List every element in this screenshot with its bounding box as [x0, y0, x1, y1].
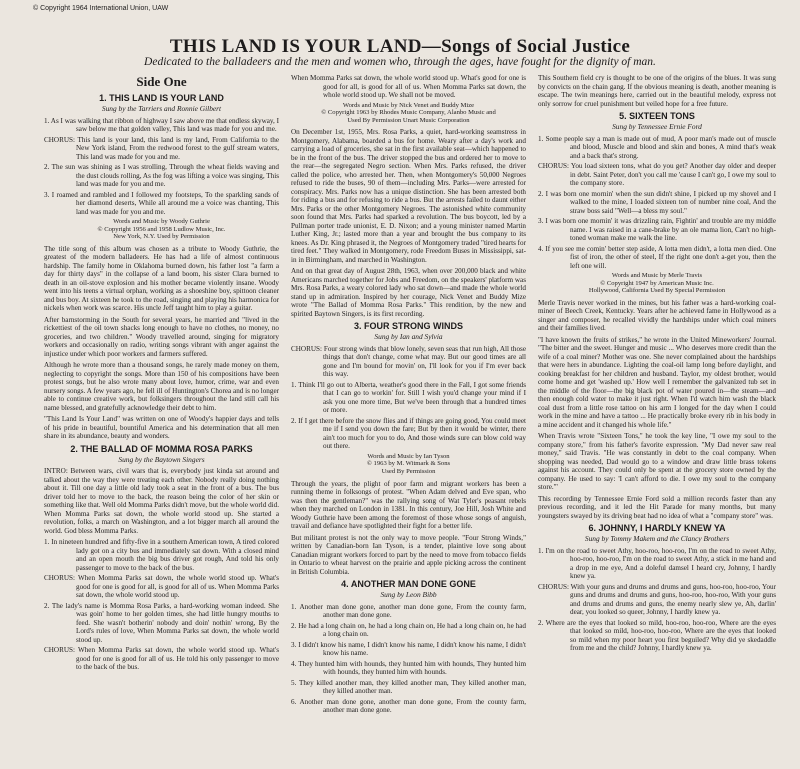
credit-line: Used By Permission	[381, 467, 436, 475]
lyric-chorus: CHORUS: Four strong winds that blow lonely, seven seas that run high, All those things that don't change, come what may. But our good times are all gone and I'm bound for movin' on, I'll look for you if I'm ever back this way.	[291, 344, 526, 379]
song-title: 6. JOHNNY, I HARDLY KNEW YA	[588, 523, 726, 534]
credit-line: Words and Music by Merle Travis	[611, 272, 703, 279]
lyric-verse: 3. I roamed and rambled and I followed my footsteps, To the sparkling sands of her diamond deserts, While all around me a voice was chanting, This land was made for you and me.	[44, 190, 279, 216]
song-performer: Sung by Tommy Makem and the Clancy Brothers	[584, 534, 730, 544]
page-title: THIS LAND IS YOUR LAND—Songs of Social Justice	[169, 36, 631, 57]
lyric-verse: 1. Think I'll go out to Alberta, weather's good there in the Fall, I got some friends that I can go to workin' for. Still I wish you'd change your mind if I ask you one more time, But we've been through that a hundred times or more.	[291, 380, 526, 415]
credit-line: Hollywood, California Used By Special Permission	[588, 287, 726, 295]
credit-line: © Copyright 1963 by Rhodes Music Company, Alanbo Music and	[321, 109, 496, 117]
lyric-verse: 2. He had a long chain on, he had a long chain on, He had a long chain on, he had a long chain on.	[291, 621, 526, 639]
song-notes: And on that great day of August 28th, 1963, when over 200,000 black and white Americans marched together for Jobs and Freedom, on the speakers' platform was Mrs. Rosa Parks, a weary colored lady who sat down—and made the whole world stand up in admiration. Inspired by her courage, Nick Venet and Buddy Mize wrote "The Ballad of Momma Rosa Parks." This rendition, by the new and spirited Baytown Singers, is its first recording.	[291, 267, 526, 318]
song-notes: Although he wrote more than a thousand songs, he rarely made money on them, neglecting to copyright the songs. More than 150 of his compositions have been protest songs, but he also wrote many about love, humor, crime, war and even nursery songs. A few years ago, he fell ill of Huntington's Chorea and is no longer able to continue creative work, but folksingers throughout the land still call his name blessed, and gratefully acknowledge their debt to him.	[44, 361, 279, 412]
credit-line: Words and Music by Woody Guthrie	[113, 218, 210, 225]
lyric-verse: 3. I was born one mornin' it was drizzling rain, Fightin' and trouble are my middle name. I was raised in a cane-brake by an ole mama lion, Can't no high-toned woman make me walk the line.	[538, 217, 776, 242]
song-notes: But militant protest is not the only way to move people. "Four Strong Winds," written by Canadian-born Ian Tyson, is a tender, plaintive love song about Canadian migrant workers forced to part by the need to move from tobacco fields in Ontario to wheat harvest on the prairie and apple picking across the continent in British Columbia.	[291, 533, 526, 576]
lyric-verse: 1. Some people say a man is made out of mud, A poor man's made out of muscle and blood, Muscle and blood and skin and bones, A mind that's weak and a back that's strong.	[538, 134, 776, 160]
song-performer: Sung by Leon Bibb	[380, 590, 437, 600]
lyric-chorus: CHORUS: This land is your land, this land is my land, From California to the New York island, From the redwood forest to the gulf stream waters, This land was made for you and me.	[44, 135, 279, 161]
song-notes: Through the years, the plight of poor farm and migrant workers has been a running theme in folksongs of protest. "When Adam delved and Eve span, who was then the gentleman?" was the rallying song of Wat Tyler's peasant rebels when they marched on London in 1381. In this century, Joe Hill, Josh White and Woody Guthrie have been among the foremost of those whose songs of anguish, travail and defiance have spotlighted their fight for a better life.	[291, 479, 526, 531]
dedication: Dedicated to the balladeers and the men and women who, through the ages, have fought for the dignity of man.	[144, 56, 656, 68]
credit-line: © Copyright 1956 and 1958 Ludlow Music, Inc.	[97, 225, 226, 233]
song-performer: Sung by the Tarriers and Ronnie Gilbert	[101, 104, 222, 113]
song-notes: The title song of this album was chosen as a tribute to Woody Guthrie, the greatest of the modern balladeers. He has had a life of almost continuous hardship. The family home in Oklahoma burned down, his father lost "a farm a day for thirty days" in the collapse of a land boom, his sister Clara burned to death in an oil-stove explosion and his mother became violently insane. Woody went into his teens a virtual orphan, working as a shoeshine boy, spittoon cleaner and bus boy. At sixteen he took to the road, singing and playing his harmonica for nickels when work was scarce. His uncle Jeff taught him to play a guitar.	[44, 244, 279, 313]
credit-line: © 1963 by M. Witmark & Sons	[366, 460, 451, 468]
song-notes: Merle Travis never worked in the mines, but his father was a hard-working coal-miner of Beech Creek, Kentucky. Years after he achieved fame in Hollywood as a singer and composer, he recalled vividly the hardships under which coal miners and their families lived.	[538, 298, 776, 333]
song-performer: Sung by Tennessee Ernie Ford	[612, 122, 702, 131]
song-credit	[538, 272, 776, 295]
song-notes: When Travis wrote "Sixteen Tons," he took the key line, "I owe my soul to the company store," from his father's favorite expression. "My Dad never saw real money," said Travis. "He was constantly in debt to the coal company. When shopping was needed, Dad would go to a window and draw little brass tokens against his account. They could only be spent at the grocery store owned by the company. He used to say: 'I can't afford to die. I owe my soul to the company store.'"	[538, 432, 776, 492]
song-notes: On December 1st, 1955, Mrs. Rosa Parks, a quiet, hard-working seamstress in Montgomery, Alabama, boarded a bus for home. Weary after a day's work and carrying a load of groceries, she sat in the first available seat—which happened to be in the front of the bus. The driver stopped the bus and ordered her to move to the rear—the segregated Negro section. When Mrs. Parks refused, the driver called the police, who arrested her. Then, when Montgomery's 50,000 Negroes refused to ride the buses, 90 of them—including Mrs. Parks—were arrested for conspiracy. Mrs. Parks now has a unique distinction. She has been arrested both for riding a bus and for refusing to ride a bus. But the arrests failed to daunt either Mrs. Parks or the other Montgomery Negroes. The astonished white community soon found that Mrs. Parks had sparked a revolution. The bus boycott, led by a Pullman porter trade unionist, E. D. Nixon; and a young minister named Martin Luther King, Jr.; lasted more than a year and brought the bus company to its knees. As Dr. King phrased it, the Negroes of Montgomery traded "tired hearts for tired feet." They walked in Montgomery, rode Freedom Buses in Mississippi, sat-in in Birmingham, and marched in Washington.	[291, 128, 526, 264]
lyric-chorus: When Momma Parks sat down, the whole world stood up. What's good for one is good for all, is good for all of us. When Momma Parks sat down, the whole world stood up. We shall not be moved.	[291, 74, 526, 99]
lyric-verse: 1. As I was walking that ribbon of highway I saw above me that endless skyway, I saw below me that golden valley, This land was made for you and me.	[44, 116, 279, 133]
lyric-chorus: CHORUS: When Momma Parks sat down, the whole world stood up. What's good for one is good for all of us. He told his only passenger to move to the back of the bus.	[44, 646, 279, 672]
lyric-chorus: CHORUS: You load sixteen tons, what do you get? Another day older and deeper in debt. Saint Peter, don't you call me 'cause I can't go, I owe my soul to the company store.	[538, 162, 776, 187]
lyric-verse: 5. They killed another man, they killed another man, They killed another man, they killed another man.	[291, 678, 526, 696]
song-credit	[291, 453, 526, 476]
song-credit	[44, 218, 279, 241]
credit-line: Words and Music by Nick Venet and Buddy Mize	[342, 101, 475, 109]
column-3	[538, 74, 776, 764]
lyric-verse: 1. In nineteen hundred and fifty-five in a southern American town, A tired colored lady got on a city bus and immediately sat down. With a closed mind and an open mouth the big bus driver got rough, And told his only passenger to move to the back of the bus.	[44, 538, 279, 572]
lyric-verse: 2. Where are the eyes that looked so mild, hoo-roo, hoo-roo, Where are the eyes that looked so mild, hoo-roo, hoo-roo, Where are the eyes that looked so mild when my poor heart you first beguiled? Why did ye skedaddle from me and the child? Johnny, I hardly knew ya.	[538, 618, 776, 653]
lyric-verse: 3. I didn't know his name, I didn't know his name, I didn't know his name, I didn't know his name.	[291, 640, 526, 658]
song-notes: "This Land Is Your Land" was written on one of Woody's happier days and tells of his pride in beautiful, bountiful America and his determination that all men share in its abundance, beauty and wonders.	[44, 415, 279, 441]
credit-line: New York, N.Y. Used by Permission	[113, 233, 210, 241]
copyright-notice: © Copyright 1964 International Union, UAW	[33, 5, 169, 12]
song-intro: INTRO: Between wars, civil wars that is, everybody just kinda sat around and talked about the way they were treating each other. Nobody really doing nothing about it. Till one day a little old lady took a seat in the front of a bus. The bus driver told her to move to the back, the reason being the color of her skin or something like that. Well old Momma Parks didn't move, but the whole world did. When Momma Parks sat down, the whole world stood up. She started a revolution, folks, a march on Washington, and a lot bigger march all around the world. God bless Momma Parks.	[44, 467, 279, 535]
song-performer: Sung by the Baytown Singers	[118, 454, 205, 464]
song-notes: After barnstorming in the South for several years, he married and "lived in the rickettiest of the oil town shacks long enough to have no clothes, no money, no groceries, and two children." Woody travelled around, singing for migratory workers and occasionally on radio, writing songs vibrant with anger against the injustice under which poor workers and farmers suffered.	[44, 315, 279, 358]
song-credit	[291, 102, 526, 125]
lyric-chorus: CHORUS: When Momma Parks sat down, the whole world stood up. What's good for one is good for all, is good for all of us. When Momma Parks sat down, the whole world stood up.	[44, 574, 279, 600]
song-performer: Sung by Ian and Sylvia	[374, 332, 443, 342]
lyric-verse: 4. They hunted him with hounds, they hunted him with hounds, They hunted him with hounds, they hunted him with hounds.	[291, 659, 526, 677]
song-title: 5. SIXTEEN TONS	[619, 111, 695, 121]
credit-line: Used By Permission Unart Music Corporation	[347, 116, 470, 124]
lyric-chorus: CHORUS: With your guns and drums and drums and guns, hoo-roo, hoo-roo, Your guns and drums and drums and guns, hoo-roo, hoo-roo, With your guns and drums and drums and guns, the enemy nearly slew ye, Ah, darlin' dear, you looked so queer, Johnny, I hardly knew ya.	[538, 582, 776, 617]
song-title: 1. THIS LAND IS YOUR LAND	[99, 93, 224, 103]
lyric-verse: 2. The sun was shining as I was strolling, Through the wheat fields waving and the dust clouds rolling, As the fog was lifting a voice was singing, This land was made for you and me.	[44, 163, 279, 188]
credit-line: Words and Music by Ian Tyson	[367, 452, 450, 460]
song-title: 3. FOUR STRONG WINDS	[353, 321, 463, 332]
lyric-verse: 1. Another man done gone, another man done gone, From the county farm, another man done gone.	[291, 602, 526, 620]
lyric-verse: 4. If you see me comin' better step aside, A lotta men didn't, a lotta men died. One fist of iron, the other of steel, If the right one don't a-get you, then the left one will.	[538, 244, 776, 270]
song-notes: This recording by Tennessee Ernie Ford sold a million records faster than any previous recording, and it led the Hit Parade for many months, but many youngsters swayed by its driving beat had no idea of what a "company store" was.	[538, 494, 776, 520]
song-notes: This Southern field cry is thought to be one of the origins of the blues. It was sung by convicts on the chain gang. If the obvious meaning is death, another meaning is escape. The twin meanings here, carried out in the beautiful melody, express not only sorrow for cruel punishment but veiled hope for a free future.	[538, 74, 776, 108]
lyric-verse: 1. I'm on the road to sweet Athy, hoo-roo, hoo-roo, I'm on the road to sweet Athy, hoo-roo, hoo-roo, I'm on the road to sweet Athy, a stick in me hand and a drop in me eye, And a doleful damsel I heard cry, Johnny, I hardly knew ya.	[538, 546, 776, 581]
column-2	[291, 74, 526, 764]
song-title: 2. THE BALLAD OF MOMMA ROSA PARKS	[70, 443, 253, 454]
song-notes: "I have known the fruits of strikes," he wrote in the United Mineworkers' Journal. "The bitter and the sweet. Hunger and music ... Who deserves more credit than the wife of a coal miner? Mother was one. She never complained about the hardships that were hers in abundance. Lighting the coal-oil lamp long before daylight, and cooking breakfast for her children and husband. Taylor, my oldest brother, would come home and get 'washed up.' How well I remember the galvanized tub set in the middle of the floor—the big black pot of water poured in—the steam—and then enough cold water to make it just right. When I'd watch him wash the black coal dust from a little rose tattoo on his arm I longed for the day when I could work in the mine and have a tattoo ... He practically broke every rib in his body in a mine accident and it changed his whole life."	[538, 335, 776, 429]
lyric-verse: 2. I was born one mornin' when the sun didn't shine, I picked up my shovel and I walked to the mine, I loaded sixteen ton of number nine coal, And the straw boss said "Well—a bless my soul."	[538, 189, 776, 215]
side-heading: Side One	[136, 74, 187, 89]
lyric-verse: 2. The lady's name is Momma Rosa Parks, a hard-working woman indeed. She was goin' home to her golden times, she had little hungry mouths to feed. She wasn't botherin' nobody and doin' nothin' wrong, By the Lord's rules of love, When Momma Parks sat down, the whole world stood up.	[44, 601, 279, 644]
lyric-verse: 6. Another man done gone, another man done gone, From the county farm, another man done gone.	[291, 697, 526, 715]
credit-line: © Copyright 1947 by American Music Inc.	[600, 279, 714, 287]
column-1	[44, 74, 279, 764]
song-title: 4. ANOTHER MAN DONE GONE	[341, 579, 476, 590]
lyric-verse: 2. If I get there before the snow flies and if things are going good, You could meet me if I send you down the fare; But by then it would be winter, there ain't too much for you to do, And those winds sure can blow cold way out there.	[291, 416, 526, 451]
